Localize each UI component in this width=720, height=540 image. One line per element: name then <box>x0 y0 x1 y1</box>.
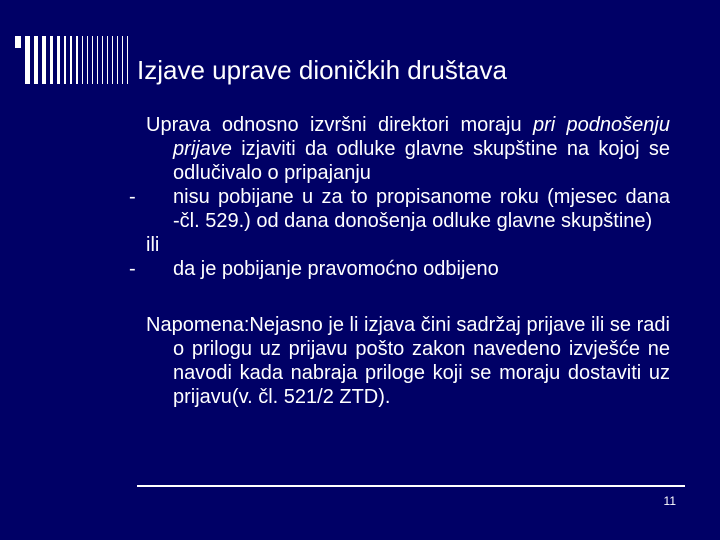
decorative-bar <box>57 36 60 84</box>
decorative-bar <box>25 36 30 84</box>
dash-marker: - <box>129 258 136 280</box>
decorative-bar <box>122 36 123 84</box>
connector-ili: ili <box>146 234 160 256</box>
decorative-bar <box>112 36 113 84</box>
decorative-bar <box>97 36 98 84</box>
decorative-bar <box>117 36 118 84</box>
intro-text-a: Uprava odnosno izvršni direktori moraju <box>146 114 533 136</box>
decorative-bar <box>82 36 83 84</box>
slide-title: Izjave uprave dioničkih društava <box>137 55 507 85</box>
decorative-bar <box>64 36 66 84</box>
decorative-bars <box>15 36 145 88</box>
decorative-bar <box>127 36 128 84</box>
decorative-bar <box>87 36 88 84</box>
decorative-bar <box>50 36 53 84</box>
footer-divider <box>137 485 685 487</box>
decorative-bar <box>70 36 72 84</box>
slide-body <box>129 113 670 409</box>
decorative-bar <box>107 36 108 84</box>
list-item-2 <box>129 257 670 281</box>
decorative-bar <box>76 36 78 84</box>
dash-marker: - <box>129 186 136 208</box>
intro-paragraph <box>146 113 670 185</box>
decorative-bar <box>102 36 103 84</box>
list-item-2-text: da je pobijanje pravomoćno odbijeno <box>173 258 499 280</box>
note-paragraph: Napomena:Nejasno je li izjava čini sadržaj prijave ili se radi o prilogu uz prijavu pošto zakon navedeno izvješće ne navodi kada nabraja priloge koji se moraju dostaviti uz prijavu(v. čl. 521/2 ZTD). <box>146 314 670 408</box>
intro-text-italic: pri podnošenju prijave <box>173 114 670 160</box>
intro-text-b: izjaviti da odluke glavne skupštine na kojoj se odlučivalo o pripajanju <box>173 138 670 184</box>
list-item-1 <box>129 185 670 233</box>
decorative-bar <box>92 36 93 84</box>
decorative-bar <box>34 36 38 84</box>
list-item-1-text: nisu pobijane u za to propisanome roku (mjesec dana -čl. 529.) od dana donošenja odluke glavne skupštine) <box>173 186 670 232</box>
decorative-bar <box>42 36 46 84</box>
decorative-bar <box>15 36 21 48</box>
page-number: 11 <box>663 494 676 508</box>
